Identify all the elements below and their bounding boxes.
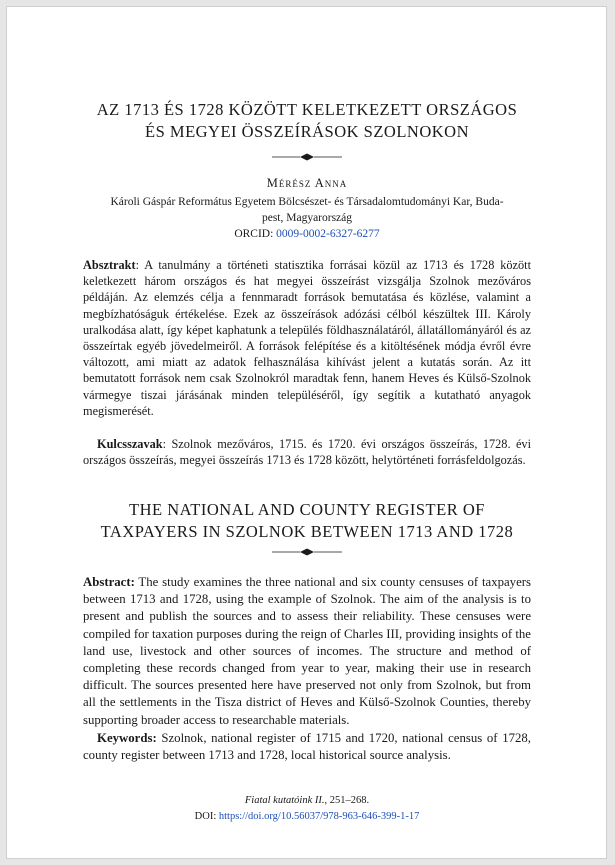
author-name: Mérész Anna	[266, 176, 348, 190]
doi-link[interactable]: https://doi.org/10.56037/978-963-646-399-1-17	[218, 811, 420, 822]
english-title-line-1: THE NATIONAL AND COUNTY REGISTER OF	[129, 500, 485, 519]
document-page	[6, 6, 607, 859]
author-affiliation	[87, 194, 527, 242]
abstract-text-en: The study examines the three national and six county censuses of taxpayers between 1713 and 1728, using the example of Szolnok. The aim of the analysis is to present and publish the sources and to assess their reliability. These censuses were compiled for taxation purposes during the reign of Charles III, providing insights of the land use, livestock and other sources of incomes. The structure and method of completing these records changed from year to year, making their use in research difficult. The sources presented here have preserved not only from Szolnok, but from all the settlements in the Tisza district of Heves and Külső-Szolnok Counties, thereby supporting broader access to researchable materials.	[83, 575, 531, 727]
hungarian-abstract	[83, 257, 531, 419]
keywords-label-en: Keywords:	[97, 731, 157, 745]
english-title-line-2: TAXPAYERS IN SZOLNOK BETWEEN 1713 AND 1728	[100, 522, 514, 541]
citation-footer	[7, 793, 607, 825]
doi-line	[7, 809, 607, 825]
page-range: , 251–268.	[324, 795, 370, 806]
journal-title: Fiatal kutatóink II.	[244, 795, 325, 806]
keywords-label-hu: Kulcsszavak	[97, 437, 163, 451]
orcid-label: ORCID:	[234, 228, 274, 240]
fleuron-divider-icon	[272, 547, 342, 557]
journal-citation	[7, 793, 607, 809]
hungarian-title-line-1: AZ 1713 ÉS 1728 KÖZÖTT KELETKEZETT ORSZÁGOS	[96, 100, 518, 119]
orcid-line	[87, 226, 527, 242]
doi-label: DOI:	[194, 811, 217, 822]
affiliation-line-1: Károli Gáspár Református Egyetem Bölcsészet- és Társadalomtudományi Kar, Buda-	[110, 196, 504, 208]
abstract-text-hu: : A tanulmány a történeti statisztika forrásai közül az 1713 és 1728 között keletkezett három országos és hat megyei összeírást vizsgálja Szolnok mezőváros példáján. Az elemzés célja a fennmaradt források bemutatása és közlése, valamint a megbízhatóságuk értékelése. Ezek az összeírások adózási célból készültek III. Károly uralkodása alatt, így képet kaphatunk a település földhasználatáról, állatállományáról és az összeírtak egyéb jövedelmeiről. A források felépítése és a kitöltésének módja évről évre változott, ami miatt az adatok felhasználása kihívást jelent a kutatás során. Az itt bemutatott források nem csak Szolnokról maradtak fenn, hanem Heves és Külső-Szolnok vármegye tiszai járásának minden településéről, így segítik a kutatható anyagok megismerését.	[83, 258, 531, 418]
orcid-link[interactable]: 0009-0002-6327-6277	[276, 228, 380, 240]
english-title	[67, 499, 547, 543]
english-keywords	[83, 730, 531, 764]
affiliation-line-2: pest, Magyarország	[261, 212, 353, 224]
keywords-text-en: Szolnok, national register of 1715 and 1720, national census of 1728, county register between 1713 and 1728, local historical source analysis.	[83, 731, 531, 763]
hungarian-keywords	[83, 436, 531, 468]
keywords-text-hu: : Szolnok mezőváros, 1715. és 1720. évi országos összeírás, 1728. évi országos összeírás, megyei összeírás 1713 és 1728 között, helytörténeti forrásfeldolgozás.	[83, 437, 531, 468]
fleuron-divider-icon	[272, 152, 342, 162]
english-abstract	[83, 574, 531, 729]
abstract-label-en: Abstract:	[83, 575, 135, 589]
hungarian-title-line-2: ÉS MEGYEI ÖSSZEÍRÁSOK SZOLNOKON	[145, 122, 469, 141]
abstract-label-hu: Absztrakt	[83, 258, 136, 272]
hungarian-title	[67, 99, 547, 143]
